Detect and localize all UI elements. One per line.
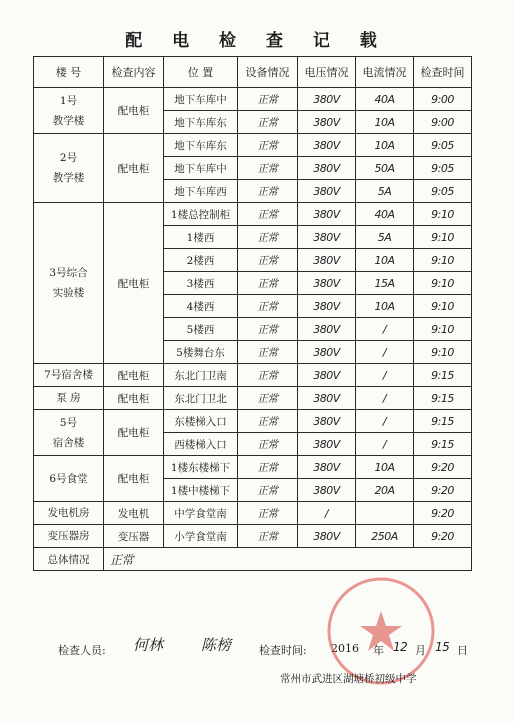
current-cell: / [356,364,414,387]
summary-row [34,548,472,571]
current-cell: 15A [356,272,414,295]
month-unit: 月 [415,644,426,657]
time-cell: 9:15 [414,433,472,456]
time-cell: 9:10 [414,226,472,249]
year-value: 2016 [331,642,359,655]
current-cell: 20A [356,479,414,502]
current-cell: 10A [356,134,414,157]
device-cell: 正常 [238,203,298,226]
voltage-cell: 380V [298,249,356,272]
voltage-cell: 380V [298,318,356,341]
building-name-line: 6号食堂 [49,472,88,485]
time-cell: 9:20 [414,456,472,479]
current-cell: / [356,410,414,433]
device-cell: 正常 [238,479,298,502]
time-cell: 9:10 [414,272,472,295]
position-cell: 3楼西 [164,272,238,295]
current-cell: 50A [356,157,414,180]
voltage-cell: 380V [298,272,356,295]
position-cell: 地下车库西 [164,180,238,203]
device-cell: 正常 [238,318,298,341]
device-cell: 正常 [238,272,298,295]
content-cell: 配电柜 [104,364,164,387]
building-name-line: 5号 [59,416,78,429]
table-row [34,88,472,111]
current-cell: 5A [356,180,414,203]
content-cell: 配电柜 [104,410,164,456]
signature-2: 陈榜 [201,636,232,654]
voltage-cell: 380V [298,387,356,410]
content-cell: 配电柜 [104,203,164,364]
content-cell: 配电柜 [104,387,164,410]
position-cell: 1楼总控制柜 [164,203,238,226]
time-cell: 9:00 [414,111,472,134]
building-cell [34,134,104,203]
position-cell: 中学食堂南 [164,502,238,525]
time-cell: 9:05 [414,180,472,203]
voltage-cell: 380V [298,226,356,249]
time-label: 检查时间: [259,644,307,657]
voltage-cell: 380V [298,525,356,548]
current-cell: / [356,387,414,410]
table-row [34,203,472,226]
table-row [34,364,472,387]
voltage-cell: / [298,502,356,525]
voltage-cell: 380V [298,410,356,433]
table-row [34,456,472,479]
table-row [34,387,472,410]
header-voltage: 电压情况 [298,57,356,88]
summary-label: 总体情况 [34,548,104,571]
time-cell: 9:10 [414,249,472,272]
summary-value: 正常 [110,552,134,567]
current-cell: 40A [356,88,414,111]
position-cell: 1楼东楼梯下 [164,456,238,479]
device-cell: 正常 [238,157,298,180]
position-cell: 东北门卫南 [164,364,238,387]
device-cell: 正常 [238,502,298,525]
voltage-cell: 380V [298,456,356,479]
voltage-cell: 380V [298,479,356,502]
building-name-line: 3号综合 [49,267,88,279]
position-cell: 东楼梯入口 [164,410,238,433]
device-cell: 正常 [238,387,298,410]
position-cell: 地下车库东 [164,134,238,157]
day-unit: 日 [457,644,468,657]
device-cell: 正常 [238,341,298,364]
page-title: 配 电 检 查 记 载 [125,31,389,51]
time-cell: 9:10 [414,318,472,341]
voltage-cell: 380V [298,157,356,180]
voltage-cell: 380V [298,341,356,364]
voltage-cell: 380V [298,433,356,456]
position-cell: 东北门卫北 [164,387,238,410]
year-unit: 年 [373,644,384,657]
header-row [34,57,472,88]
device-cell: 正常 [238,433,298,456]
inspector-label: 检查人员: [58,644,106,657]
current-cell: 40A [356,203,414,226]
current-cell [356,502,414,525]
device-cell: 正常 [238,88,298,111]
time-cell: 9:15 [414,364,472,387]
table-row [34,410,472,433]
position-cell: 5楼舞台东 [164,341,238,364]
position-cell: 地下车库东 [164,111,238,134]
building-name-line: 教学楼 [52,172,85,184]
device-cell: 正常 [238,134,298,157]
content-cell: 配电柜 [104,456,164,502]
building-name-line: 宿舍楼 [52,436,85,449]
device-cell: 正常 [238,111,298,134]
time-cell: 9:20 [414,479,472,502]
device-cell: 正常 [238,249,298,272]
building-cell [34,364,104,387]
building-name-line: 泵 房 [56,392,81,404]
device-cell: 正常 [238,525,298,548]
content-cell: 发电机 [104,502,164,525]
building-name-line: 实验楼 [52,287,85,299]
school-name: 常州市武进区湖塘桥初级中学 [280,673,417,685]
position-cell: 1楼中楼梯下 [164,479,238,502]
time-cell: 9:05 [414,157,472,180]
building-cell [34,203,104,364]
current-cell: 5A [356,226,414,249]
time-cell: 9:10 [414,203,472,226]
table-row [34,134,472,157]
position-cell: 小学食堂南 [164,525,238,548]
inspection-table [33,56,472,571]
voltage-cell: 380V [298,180,356,203]
content-cell: 配电柜 [104,134,164,203]
time-cell: 9:10 [414,295,472,318]
voltage-cell: 380V [298,134,356,157]
day-value: 15 [435,640,450,654]
voltage-cell: 380V [298,364,356,387]
building-name-line: 1号 [59,94,78,107]
current-cell: 10A [356,111,414,134]
current-cell: 10A [356,456,414,479]
position-cell: 4楼西 [164,295,238,318]
building-name-line: 发电机房 [47,507,90,519]
current-cell: / [356,433,414,456]
header-device: 设备情况 [238,57,298,88]
voltage-cell: 380V [298,88,356,111]
time-cell: 9:00 [414,88,472,111]
position-cell: 地下车库中 [164,88,238,111]
header-current: 电流情况 [356,57,414,88]
device-cell: 正常 [238,364,298,387]
building-cell [34,410,104,456]
position-cell: 2楼西 [164,249,238,272]
current-cell: / [356,341,414,364]
building-cell [34,387,104,410]
building-name-line: 7号宿舍楼 [44,369,93,381]
header-position: 位 置 [164,57,238,88]
building-name-line: 教学楼 [52,114,85,127]
time-cell: 9:20 [414,502,472,525]
header-time: 检查时间 [414,57,472,88]
position-cell: 1楼西 [164,226,238,249]
signature-1: 何林 [133,636,164,654]
position-cell: 5楼西 [164,318,238,341]
month-value: 12 [393,640,408,654]
voltage-cell: 380V [298,295,356,318]
time-cell: 9:15 [414,410,472,433]
current-cell: 10A [356,249,414,272]
building-name-line: 2号 [59,152,78,164]
device-cell: 正常 [238,180,298,203]
current-cell: / [356,318,414,341]
device-cell: 正常 [238,456,298,479]
building-cell [34,456,104,502]
time-cell: 9:10 [414,341,472,364]
content-cell: 配电柜 [104,88,164,134]
current-cell: 10A [356,295,414,318]
time-cell: 9:05 [414,134,472,157]
building-cell [34,525,104,548]
voltage-cell: 380V [298,203,356,226]
device-cell: 正常 [238,295,298,318]
position-cell: 西楼梯入口 [164,433,238,456]
header-building: 楼 号 [34,57,104,88]
device-cell: 正常 [238,226,298,249]
building-cell [34,502,104,525]
voltage-cell: 380V [298,111,356,134]
table-row [34,502,472,525]
current-cell: 250A [356,525,414,548]
table-row [34,525,472,548]
header-content: 检查内容 [104,57,164,88]
time-cell: 9:15 [414,387,472,410]
device-cell: 正常 [238,410,298,433]
building-cell [34,88,104,134]
time-cell: 9:20 [414,525,472,548]
position-cell: 地下车库中 [164,157,238,180]
content-cell: 变压器 [104,525,164,548]
building-name-line: 变压器房 [47,530,90,542]
